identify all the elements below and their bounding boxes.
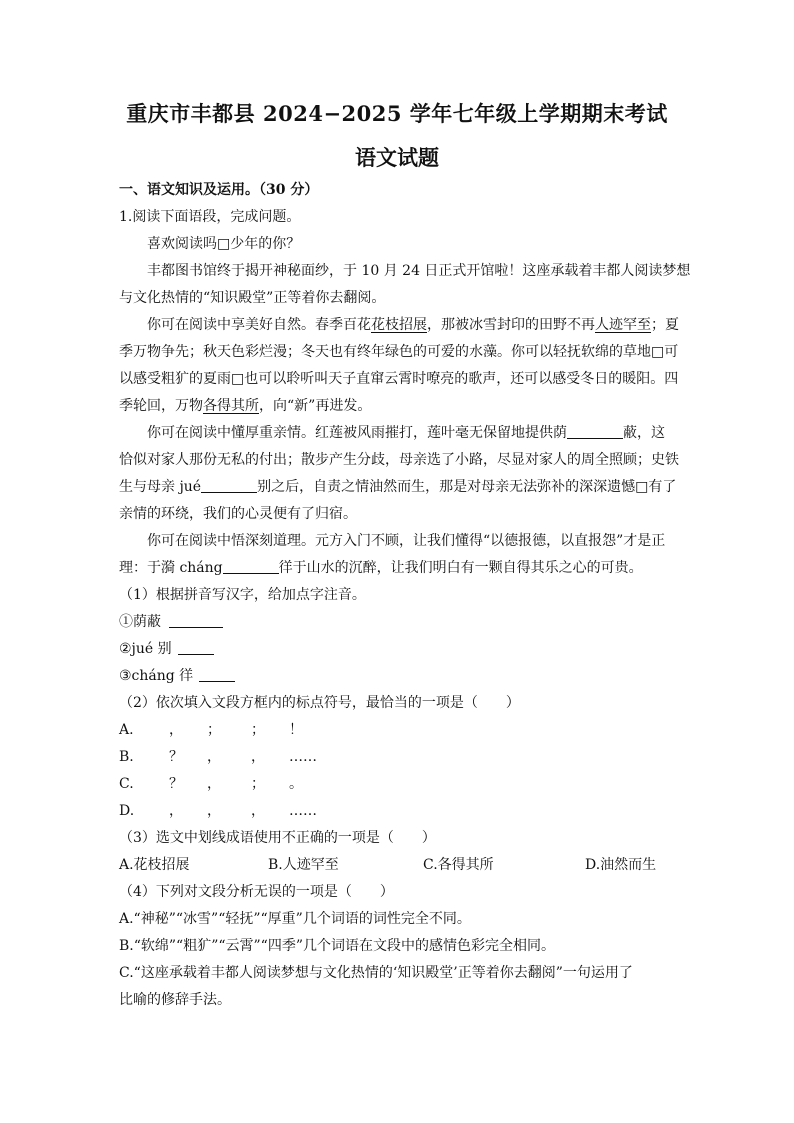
fill-blank[interactable] — [201, 476, 257, 493]
exam-title: 重庆市丰都县 2024−2025 学年七年级上学期期末考试 — [126, 101, 668, 126]
sub-question-1: （1）根据拼音写汉字，给加点字注音。 — [119, 587, 366, 603]
choice-option[interactable]: C. ？ ， ； 。 — [119, 776, 303, 792]
question-1-stem: 1.阅读下面语段，完成问题。 — [119, 209, 301, 225]
choice-row — [119, 852, 675, 879]
answer-blank[interactable] — [169, 611, 223, 628]
passage-line: 生与母亲 jué 别之后，自责之情油然而生，那是对母亲无法弥补的深深遗憾□有了 — [119, 474, 675, 501]
choice-option[interactable]: B. ？ ， ， …… — [119, 749, 317, 765]
choice-option[interactable]: A.“神秘”“冰雪”“轻抚”“厚重”几个词语的词性完全不同。 — [119, 911, 471, 927]
underlined-idiom: 各得其所 — [203, 398, 259, 414]
choice-option[interactable]: D.油然而生 — [585, 857, 657, 873]
choice-option-continued: 比喻的修辞手法。 — [119, 992, 231, 1008]
answer-blank[interactable] — [178, 638, 214, 655]
answer-line: ②jué 别 — [119, 636, 675, 663]
passage-line: 理：于漪 cháng 徉于山水的沉醉，让我们明白有一颗自得其乐之心的可贵。 — [119, 555, 675, 582]
passage-line: 季轮回，万物各得其所，向“新”再进发。 — [119, 398, 372, 414]
fill-blank[interactable] — [567, 422, 623, 439]
choice-option[interactable]: B.人迹罕至 — [268, 857, 339, 873]
passage-line: 以感受粗犷的夏雨□也可以聆听叫天子直窜云霄时嘹亮的歌声，还可以感受冬日的暖阳。四 — [119, 371, 679, 387]
exam-body — [119, 177, 691, 1014]
exam-subtitle: 语文试题 — [355, 145, 439, 170]
sub-question-2: （2）依次填入文段方框内的标点符号，最恰当的一项是（ ） — [119, 695, 520, 711]
passage-line: 你可在阅读中享美好自然。春季百花花枝招展，那被冰雪封印的田野不再人迹罕至；夏 — [147, 317, 679, 333]
choice-option[interactable]: C.各得其所 — [423, 857, 494, 873]
sub-question-3: （3）选文中划线成语使用不正确的一项是（ ） — [119, 830, 436, 846]
passage-line: 季万物争先；秋天色彩烂漫；冬天也有终年绿色的可爱的水藻。你可以轻抚软绵的草地□可 — [119, 344, 679, 360]
underlined-idiom: 花枝招展 — [371, 317, 427, 333]
choice-option[interactable]: C.“这座承载着丰都人阅读梦想与文化热情的‘知识殿堂’正等着你去翻阅”一句运用了 — [119, 965, 633, 981]
passage-line: 亲情的环绕，我们的心灵便有了归宿。 — [119, 506, 357, 522]
answer-line: ①荫蔽 — [119, 609, 675, 636]
passage-line: 你可在阅读中悟深刻道理。元方入门不顾，让我们懂得“以德报德，以直报怨”才是正 — [147, 533, 666, 549]
choice-option[interactable]: B.“软绵”“粗犷”“云霄”“四季”几个词语在文段中的感情色彩完全相同。 — [119, 938, 555, 954]
passage-line: 你可在阅读中懂厚重亲情。红莲被风雨摧打，莲叶毫无保留地提供荫 蔽，这 — [119, 420, 675, 447]
choice-option[interactable]: A.花枝招展 — [119, 857, 190, 873]
passage-line: 与文化热情的“知识殿堂”正等着你去翻阅。 — [119, 290, 386, 306]
underlined-idiom: 人迹罕至 — [595, 317, 651, 333]
answer-line: ③cháng 徉 — [119, 663, 675, 690]
passage-line: 恰似对家人那份无私的付出；散步产生分歧，母亲选了小路，尽显对家人的周全照顾；史铁 — [119, 452, 679, 468]
sub-question-4: （4）下列对文段分析无误的一项是（ ） — [119, 884, 394, 900]
fill-blank[interactable] — [223, 557, 279, 574]
passage-line: 喜欢阅读吗□少年的你？ — [147, 236, 301, 252]
choice-option[interactable]: D. ， ， ， …… — [119, 803, 317, 819]
answer-blank[interactable] — [199, 665, 235, 682]
passage-line: 丰都图书馆终于揭开神秘面纱，于 10 月 24 日正式开馆啦！这座承载着丰都人阅读梦想 — [147, 263, 691, 279]
section-heading: 一、语文知识及运用。（30 分） — [119, 182, 319, 198]
choice-option[interactable]: A. ， ； ； ！ — [119, 722, 303, 738]
